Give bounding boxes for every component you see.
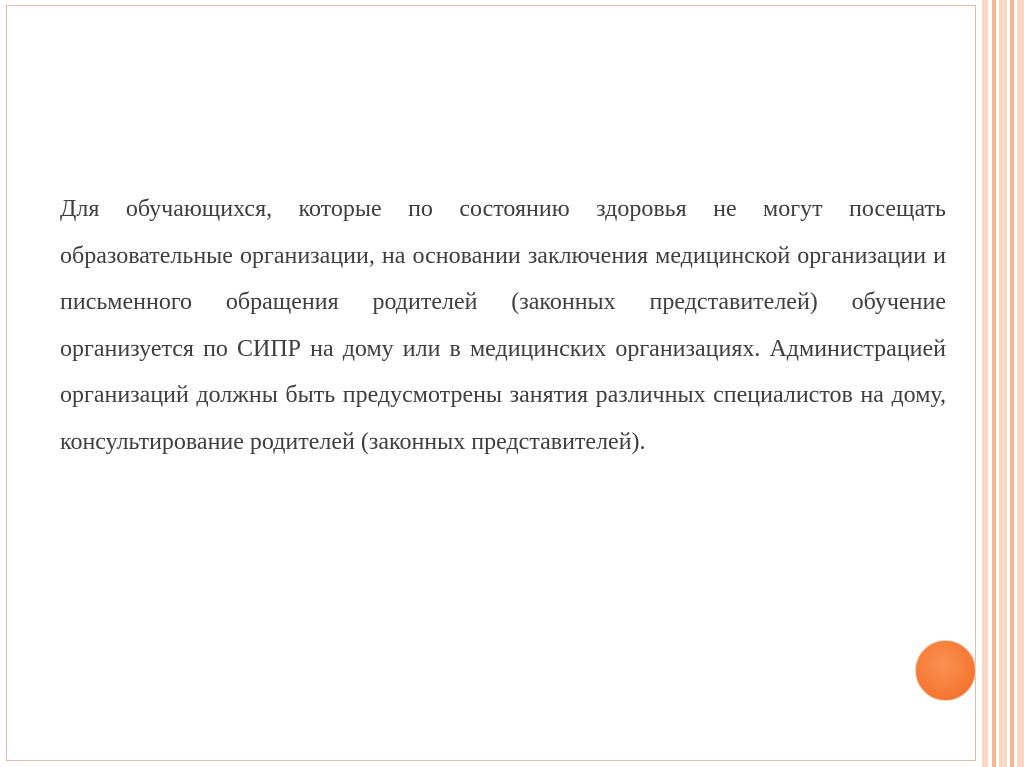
accent-circle-icon	[915, 640, 976, 701]
decorative-stripe-2	[992, 0, 996, 767]
decorative-stripe-3	[999, 0, 1007, 767]
decorative-stripe-4	[1010, 0, 1014, 767]
slide-body-text: Для обучающихся, которые по состоянию здоровья не могут посещать образовательные организации, на основании заключения медицинской организации и письменного обращения родителей (законных представителей) обучение организуется по СИПР на дому или в медицинских организациях. Администрацией организаций должны быть предусмотрены занятия различных специалистов на дому, консультирование родителей (законных представителей).	[60, 196, 946, 455]
decorative-stripe-1	[982, 0, 988, 767]
decorative-stripe-5	[1017, 0, 1024, 767]
